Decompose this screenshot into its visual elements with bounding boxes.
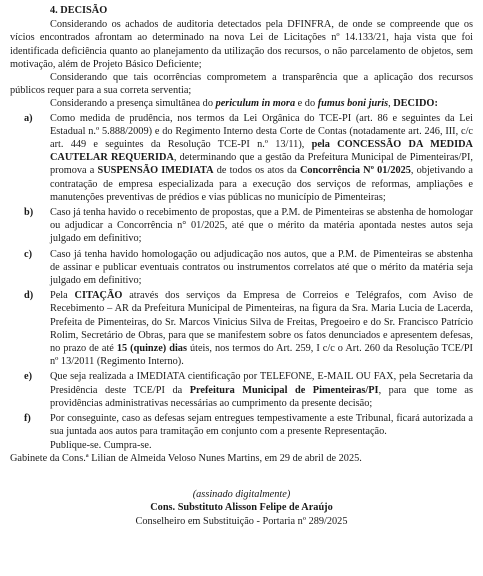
item-letter: a) [24,112,33,124]
text-run: , determinando que a gestão da Prefeitura Municipal de Pimenteiras/PI, promova a [50,152,473,177]
text-run: através dos serviços da Empresa de Correios e Telégrafos, com Aviso de Recebimento – AR da Prefeitura Municipal de Pimenteiras, na figura da Sra. Maria Lucia de Lacerda, Prefeita de Pimenteiras, do Sr. Marcos Vinicius Silva de Freitas, Pregoeiro e do Sr. Francisco Patrício Rolim, Secretário de Obras, para que se manifestem sobre os fatos denunciados e apresentem defesas, no prazo de até [50,290,473,355]
text-run: úteis, nos termos do Art. 259, I c/c o Art. 260 da Resolução TCE/PI nº 13/2011 (Regimento Interno). [50,343,473,368]
decision-item-c [10,248,473,288]
signature-note: (assinado digitalmente) [192,488,291,500]
text-run-bold: SUSPENSÃO IMEDIATA [97,165,214,177]
item-text [50,112,473,204]
text-run-bold: 15 (quinze) dias [116,343,187,355]
decision-item-e [10,370,473,410]
text-run: Que seja realizada a IMEDIATA cientificação por TELEFONE, E-MAIL OU FAX, pela Secretaria da Presidência deste TCE/PI da [50,371,473,396]
decido-label: DECIDO: [393,98,438,110]
item-text [50,370,473,410]
intro-paragraph-findings: Considerando os achados de auditoria detectados pela DFINFRA, de onde se compreende que os vícios encontrados afrontam ao determinado na nova Lei de Licitações nº 14.133/21, haja vista que foi identificada deficiência quanto ao planejamento da utilização dos recursos, o não parcelamento de objetos, sem motivação, além de Projeto Básico Deficiente; [10,19,473,70]
signatory-role: Conselheiro em Substituição - Portaria nº 289/2025 [135,515,348,527]
text-run: Considerando a presença simultânea do [50,98,216,110]
text-run: Como medida de prudência, nos termos da Lei Orgânica do TCE-PI (art. 86 e seguintes da Lei Estadual n.º 5.888/2009) e do Regimento Interno desta Corte de Contas (notadamente art. 246, III, c/c art. 449 e seguintes da Resolução TCE-PI n.º 13/11), [50,112,473,151]
publish-line: Publique-se. Cumpra-se. [50,439,152,451]
item-letter: c) [24,248,32,260]
section-heading: 4. DECISÃO [50,5,108,16]
decision-item-b [10,206,473,246]
latin-term-periculum: periculum in mora [215,98,296,110]
signatory-name: Cons. Substituto Alisson Felipe de Araújo [150,502,333,514]
item-text: Caso já tenha havido o recebimento de propostas, que a P.M. de Pimenteiras se abstenha de homologar ou adjudicar a Concorrência n° 01/2025, até que o mérito da matéria apontada nestes autos seja julgado em definitivo; [50,207,473,245]
place-date-line: Gabinete da Cons.ª Lilian de Almeida Veloso Nunes Martins, em 29 de abril de 2025. [10,452,362,464]
text-run-bold: Concorrência Nº 01/2025 [299,165,411,177]
intro-paragraph-transparency: Considerando que tais ocorrências comprometem a transparência que a aplicação dos recursos públicos requer para a sua correta serventia; [10,72,473,97]
item-letter: b) [24,207,34,219]
item-text [50,289,473,368]
latin-term-fumus: fumus boni juris [317,98,389,110]
text-run: e do [295,98,318,110]
text-run: Pela [50,290,75,302]
text-run: de todos os atos da [213,165,300,177]
text-run: , objetivando a contratação de empresa especializada para a execução dos serviços de reformas, ampliações e manutenções preventivas de prédios e vias públicas no município de Pimenteiras; [50,165,473,203]
item-text: Por conseguinte, caso as defesas sejam entregues tempestivamente a este Tribunal, ficará autorizada a sua juntada aos autos para tramitação em conjunto com a presente Representação. [50,413,473,438]
decision-item-a [10,112,473,204]
text-run: , para que tome as providências administrativas necessárias ao cumprimento da presente decisão; [50,384,473,409]
text-run-bold: CITAÇÃO [74,290,123,302]
item-letter: d) [24,290,34,302]
decision-item-f [10,412,473,438]
text-run: , [388,98,394,110]
text-run-bold: Prefeitura Municipal de Pimenteiras/PI [189,384,379,396]
item-text: Caso já tenha havido homologação ou adjudicação nos autos, que a P.M. de Pimenteiras se abstenha de assinar e publicar eventuais contratos ou instrumentos correlatos até que o mérito da matéria seja julgado em definitivo; [50,248,473,287]
signature-block [10,488,473,528]
text-run-bold: pela CONCESSÃO DA MEDIDA CAUTELAR REQUERIDA [50,139,473,164]
item-letter: f) [24,413,31,425]
item-letter: e) [24,371,32,383]
intro-paragraph-decision [10,97,473,110]
decision-item-d [10,289,473,368]
